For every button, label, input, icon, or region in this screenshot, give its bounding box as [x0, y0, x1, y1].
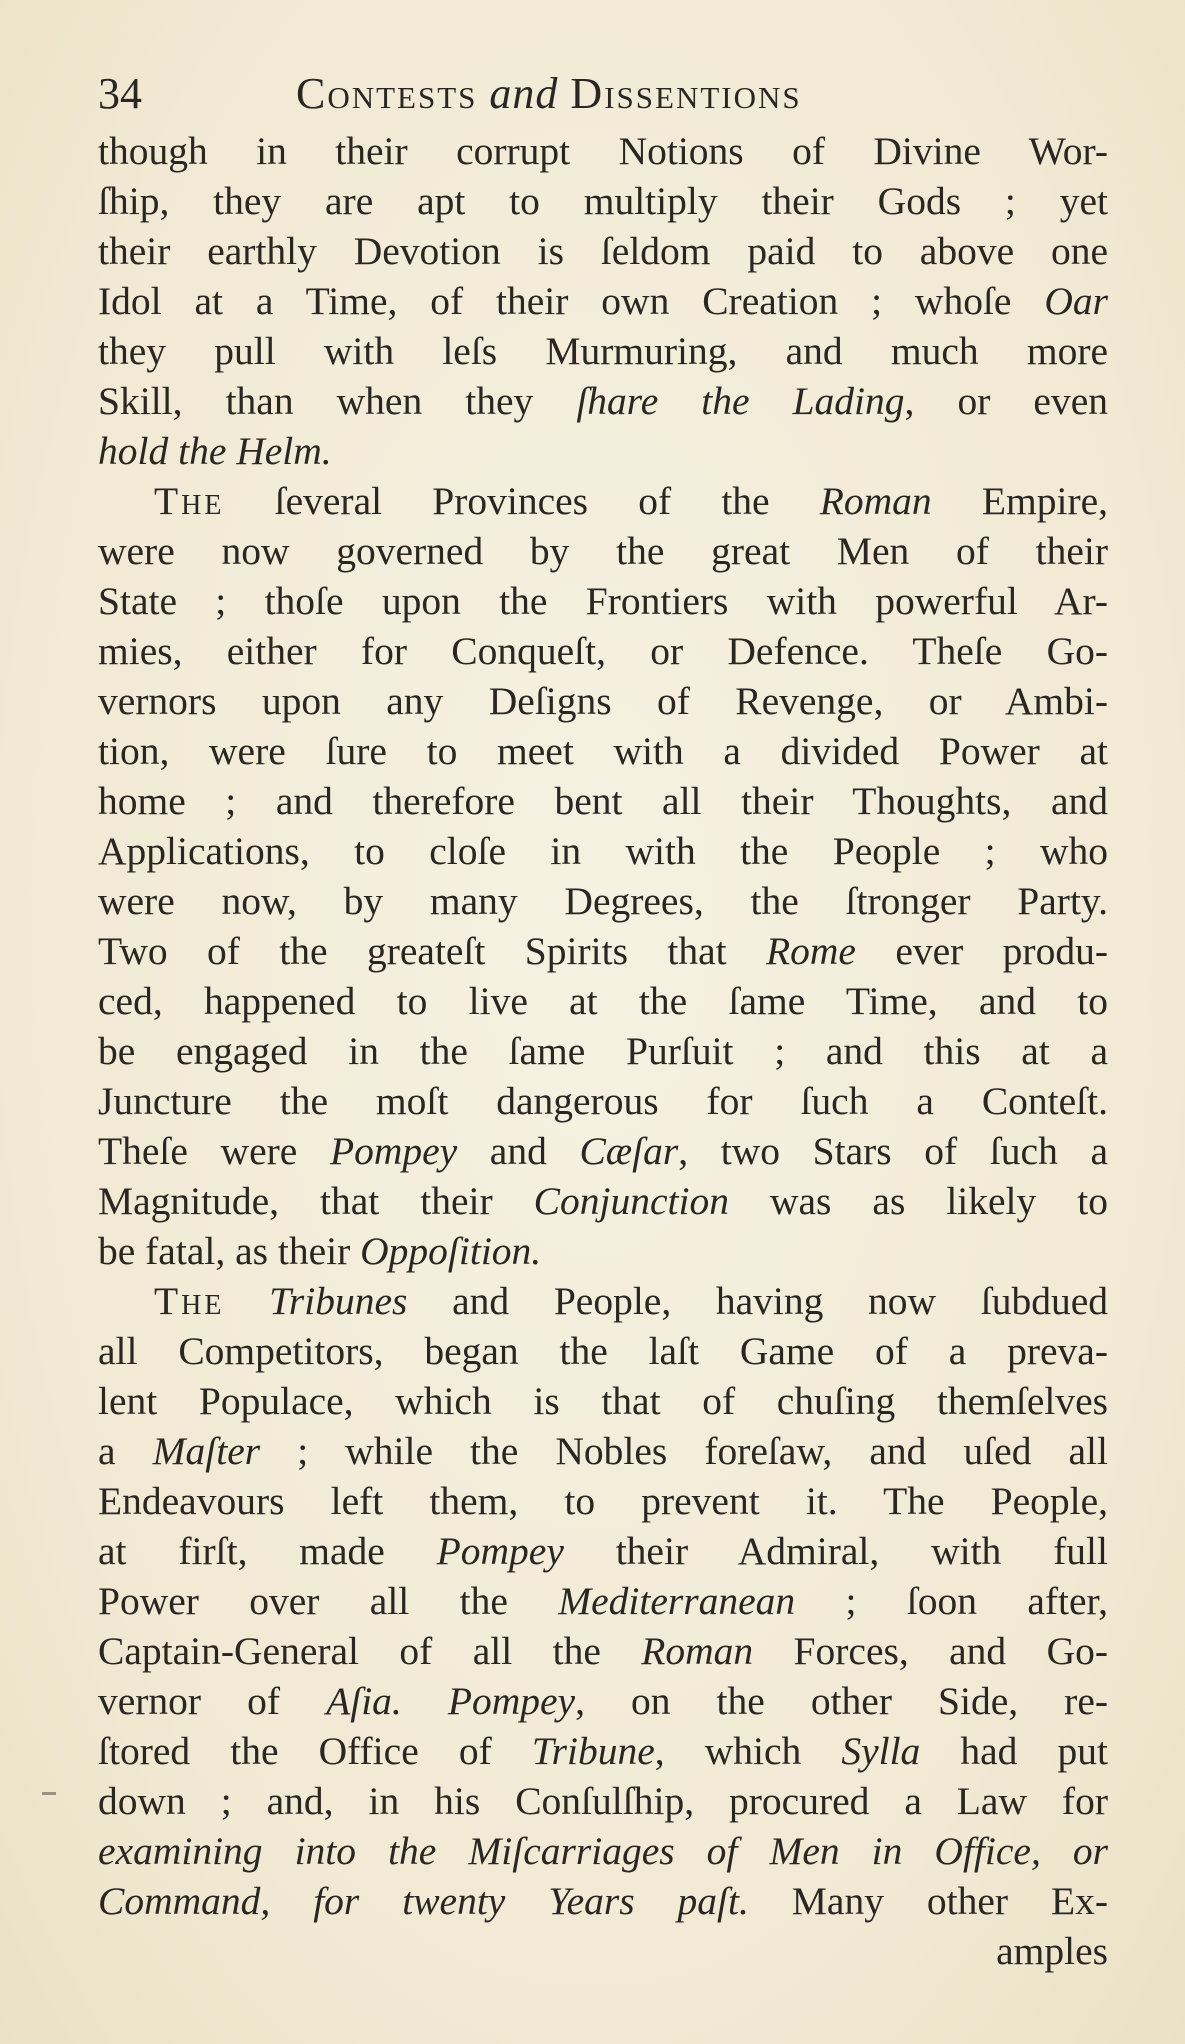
text-line [98, 1176, 1108, 1226]
text-line [98, 1276, 1108, 1326]
text-run: , which [654, 1729, 842, 1773]
running-head-contests: Contests [296, 69, 478, 118]
text-line [98, 1926, 1108, 1976]
small-caps-text: The [154, 1279, 225, 1323]
text-run: ; ſoon after, [795, 1579, 1108, 1623]
italic-text: Sylla [841, 1729, 921, 1773]
text-line [98, 1626, 1108, 1676]
text-line [98, 526, 1108, 576]
text-line [98, 226, 1108, 276]
text-run: Idol at a Time, of their own Creation ; whoſe [98, 279, 1045, 323]
italic-text: Pompey [436, 1529, 564, 1573]
text-line [98, 1226, 1108, 1276]
text-run: ſeveral Provinces of the [224, 479, 820, 523]
text-run: Theſe were [98, 1129, 330, 1173]
text-run: Many other Ex- [748, 1879, 1108, 1923]
text-line [98, 1476, 1108, 1526]
text-run: their Admiral, with full [563, 1529, 1108, 1573]
text-run: vernor of [98, 1679, 327, 1723]
text-run: down ; and, in his Conſulſhip, procured a Law for [98, 1779, 1108, 1823]
text-run: mies, either for Conqueſt, or Defence. Theſe Go- [98, 629, 1108, 673]
text-run: were now governed by the great Men of their [98, 529, 1108, 573]
text-run: ever produ- [855, 929, 1108, 973]
running-head-and: and [489, 69, 559, 118]
text-line [98, 1676, 1108, 1726]
text-line [98, 1726, 1108, 1776]
text-run: Empire, [931, 479, 1109, 523]
text-line [98, 676, 1108, 726]
italic-text: Cæſar [579, 1129, 679, 1173]
text-run: at firſt, made [98, 1529, 437, 1573]
italic-text: Command, for twenty Years paſt. [98, 1879, 749, 1923]
italic-text: Conjunction [533, 1179, 729, 1223]
text-run: Juncture the moſt dangerous for ſuch a Conteſt. [98, 1079, 1108, 1123]
text-run: though in their corrupt Notions of Divine Wor- [98, 129, 1108, 173]
italic-text: Tribune [531, 1729, 655, 1773]
text-run [224, 1279, 269, 1323]
text-run: vernors upon any Deſigns of Revenge, or Ambi- [98, 679, 1108, 723]
text-run: all Competitors, began the laſt Game of a preva- [98, 1329, 1108, 1373]
text-line [98, 1076, 1108, 1126]
text-run: , two Stars of ſuch a [678, 1129, 1108, 1173]
text-run: Captain-General of all the [98, 1629, 642, 1673]
text-line [98, 576, 1108, 626]
text-line [98, 1126, 1108, 1176]
italic-text: hold the Helm. [98, 429, 332, 473]
text-run: lent Populace, which is that of chuſing themſelves [98, 1379, 1108, 1423]
italic-text: Mediterranean [558, 1579, 796, 1623]
text-line [98, 1526, 1108, 1576]
text-run: amples [996, 1929, 1108, 1973]
small-caps-text: The [154, 479, 225, 523]
text-line [98, 1776, 1108, 1826]
italic-text: Oar [1044, 279, 1108, 323]
text-run: Forces, and Go- [753, 1629, 1108, 1673]
italic-text: Tribunes [269, 1279, 408, 1323]
text-run [402, 1679, 448, 1723]
italic-text: examining into the Miſcarriages of Men in Office, or [98, 1829, 1108, 1873]
text-run: Endeavours left them, to prevent it. The People, [98, 1479, 1108, 1523]
text-run: their earthly Devotion is ſeldom paid to above one [98, 229, 1108, 273]
italic-text: Maſter [152, 1429, 261, 1473]
italic-text: Pompey [329, 1129, 458, 1173]
text-run: and [457, 1129, 580, 1173]
running-head-dissentions: Dissentions [570, 69, 802, 118]
text-run: were now, by many Degrees, the ſtronger Party. [98, 879, 1108, 923]
text-line [98, 1576, 1108, 1626]
italic-text: Roman [641, 1629, 754, 1673]
page-text [98, 126, 1108, 1976]
text-line [98, 1026, 1108, 1076]
text-line [98, 326, 1108, 376]
text-line [98, 126, 1108, 176]
text-run: , or even [904, 379, 1108, 423]
text-run: Skill, than when they [98, 379, 577, 423]
text-line [98, 776, 1108, 826]
italic-text: Oppoſition. [360, 1229, 542, 1273]
text-run: be engaged in the ſame Purſuit ; and this at a [98, 1029, 1108, 1073]
text-run: tion, were ſure to meet with a divided Power at [98, 729, 1108, 773]
text-line [98, 726, 1108, 776]
italic-text: Rome [765, 929, 856, 973]
text-line [98, 476, 1108, 526]
text-run: Magnitude, that their [98, 1179, 534, 1223]
italic-text: Aſia. [326, 1679, 402, 1723]
text-run: a [98, 1429, 153, 1473]
text-run: ſhip, they are apt to multiply their Gods ; yet [98, 179, 1108, 223]
margin-dash [42, 1792, 56, 1795]
text-run: Two of the greateſt Spirits that [98, 929, 766, 973]
text-line [98, 626, 1108, 676]
text-line [98, 1826, 1108, 1876]
italic-text: ſhare the Lading [576, 379, 905, 423]
running-head [296, 66, 802, 122]
text-line [98, 376, 1108, 426]
text-line [98, 426, 1108, 476]
text-run: ; while the Nobles foreſaw, and uſed all [260, 1429, 1108, 1473]
text-run: be fatal, as their [98, 1229, 361, 1273]
text-run: ſtored the Office of [98, 1729, 532, 1773]
text-run: home ; and therefore bent all their Thoughts, and [98, 779, 1108, 823]
page-header [98, 66, 1108, 122]
text-run: , on the other Side, re- [575, 1679, 1109, 1723]
text-run: Power over all the [98, 1579, 559, 1623]
text-run: ced, happened to live at the ſame Time, and to [98, 979, 1108, 1023]
text-run: Applications, to cloſe in with the People ; who [98, 829, 1108, 873]
text-run: they pull with leſs Murmuring, and much more [98, 329, 1108, 373]
text-line [98, 176, 1108, 226]
text-line [98, 976, 1108, 1026]
text-line [98, 1376, 1108, 1426]
text-line [98, 276, 1108, 326]
text-run: was as likely to [728, 1179, 1109, 1223]
text-line [98, 926, 1108, 976]
italic-text: Pompey [447, 1679, 576, 1723]
text-run: and People, having now ſubdued [407, 1279, 1109, 1323]
text-line [98, 1426, 1108, 1476]
text-line [98, 1326, 1108, 1376]
italic-text: Roman [819, 479, 932, 523]
text-line [98, 1876, 1108, 1926]
text-line [98, 876, 1108, 926]
text-line [98, 826, 1108, 876]
text-run: State ; thoſe upon the Frontiers with powerful Ar- [98, 579, 1108, 623]
page-number: 34 [98, 69, 142, 118]
text-run: had put [920, 1729, 1108, 1773]
